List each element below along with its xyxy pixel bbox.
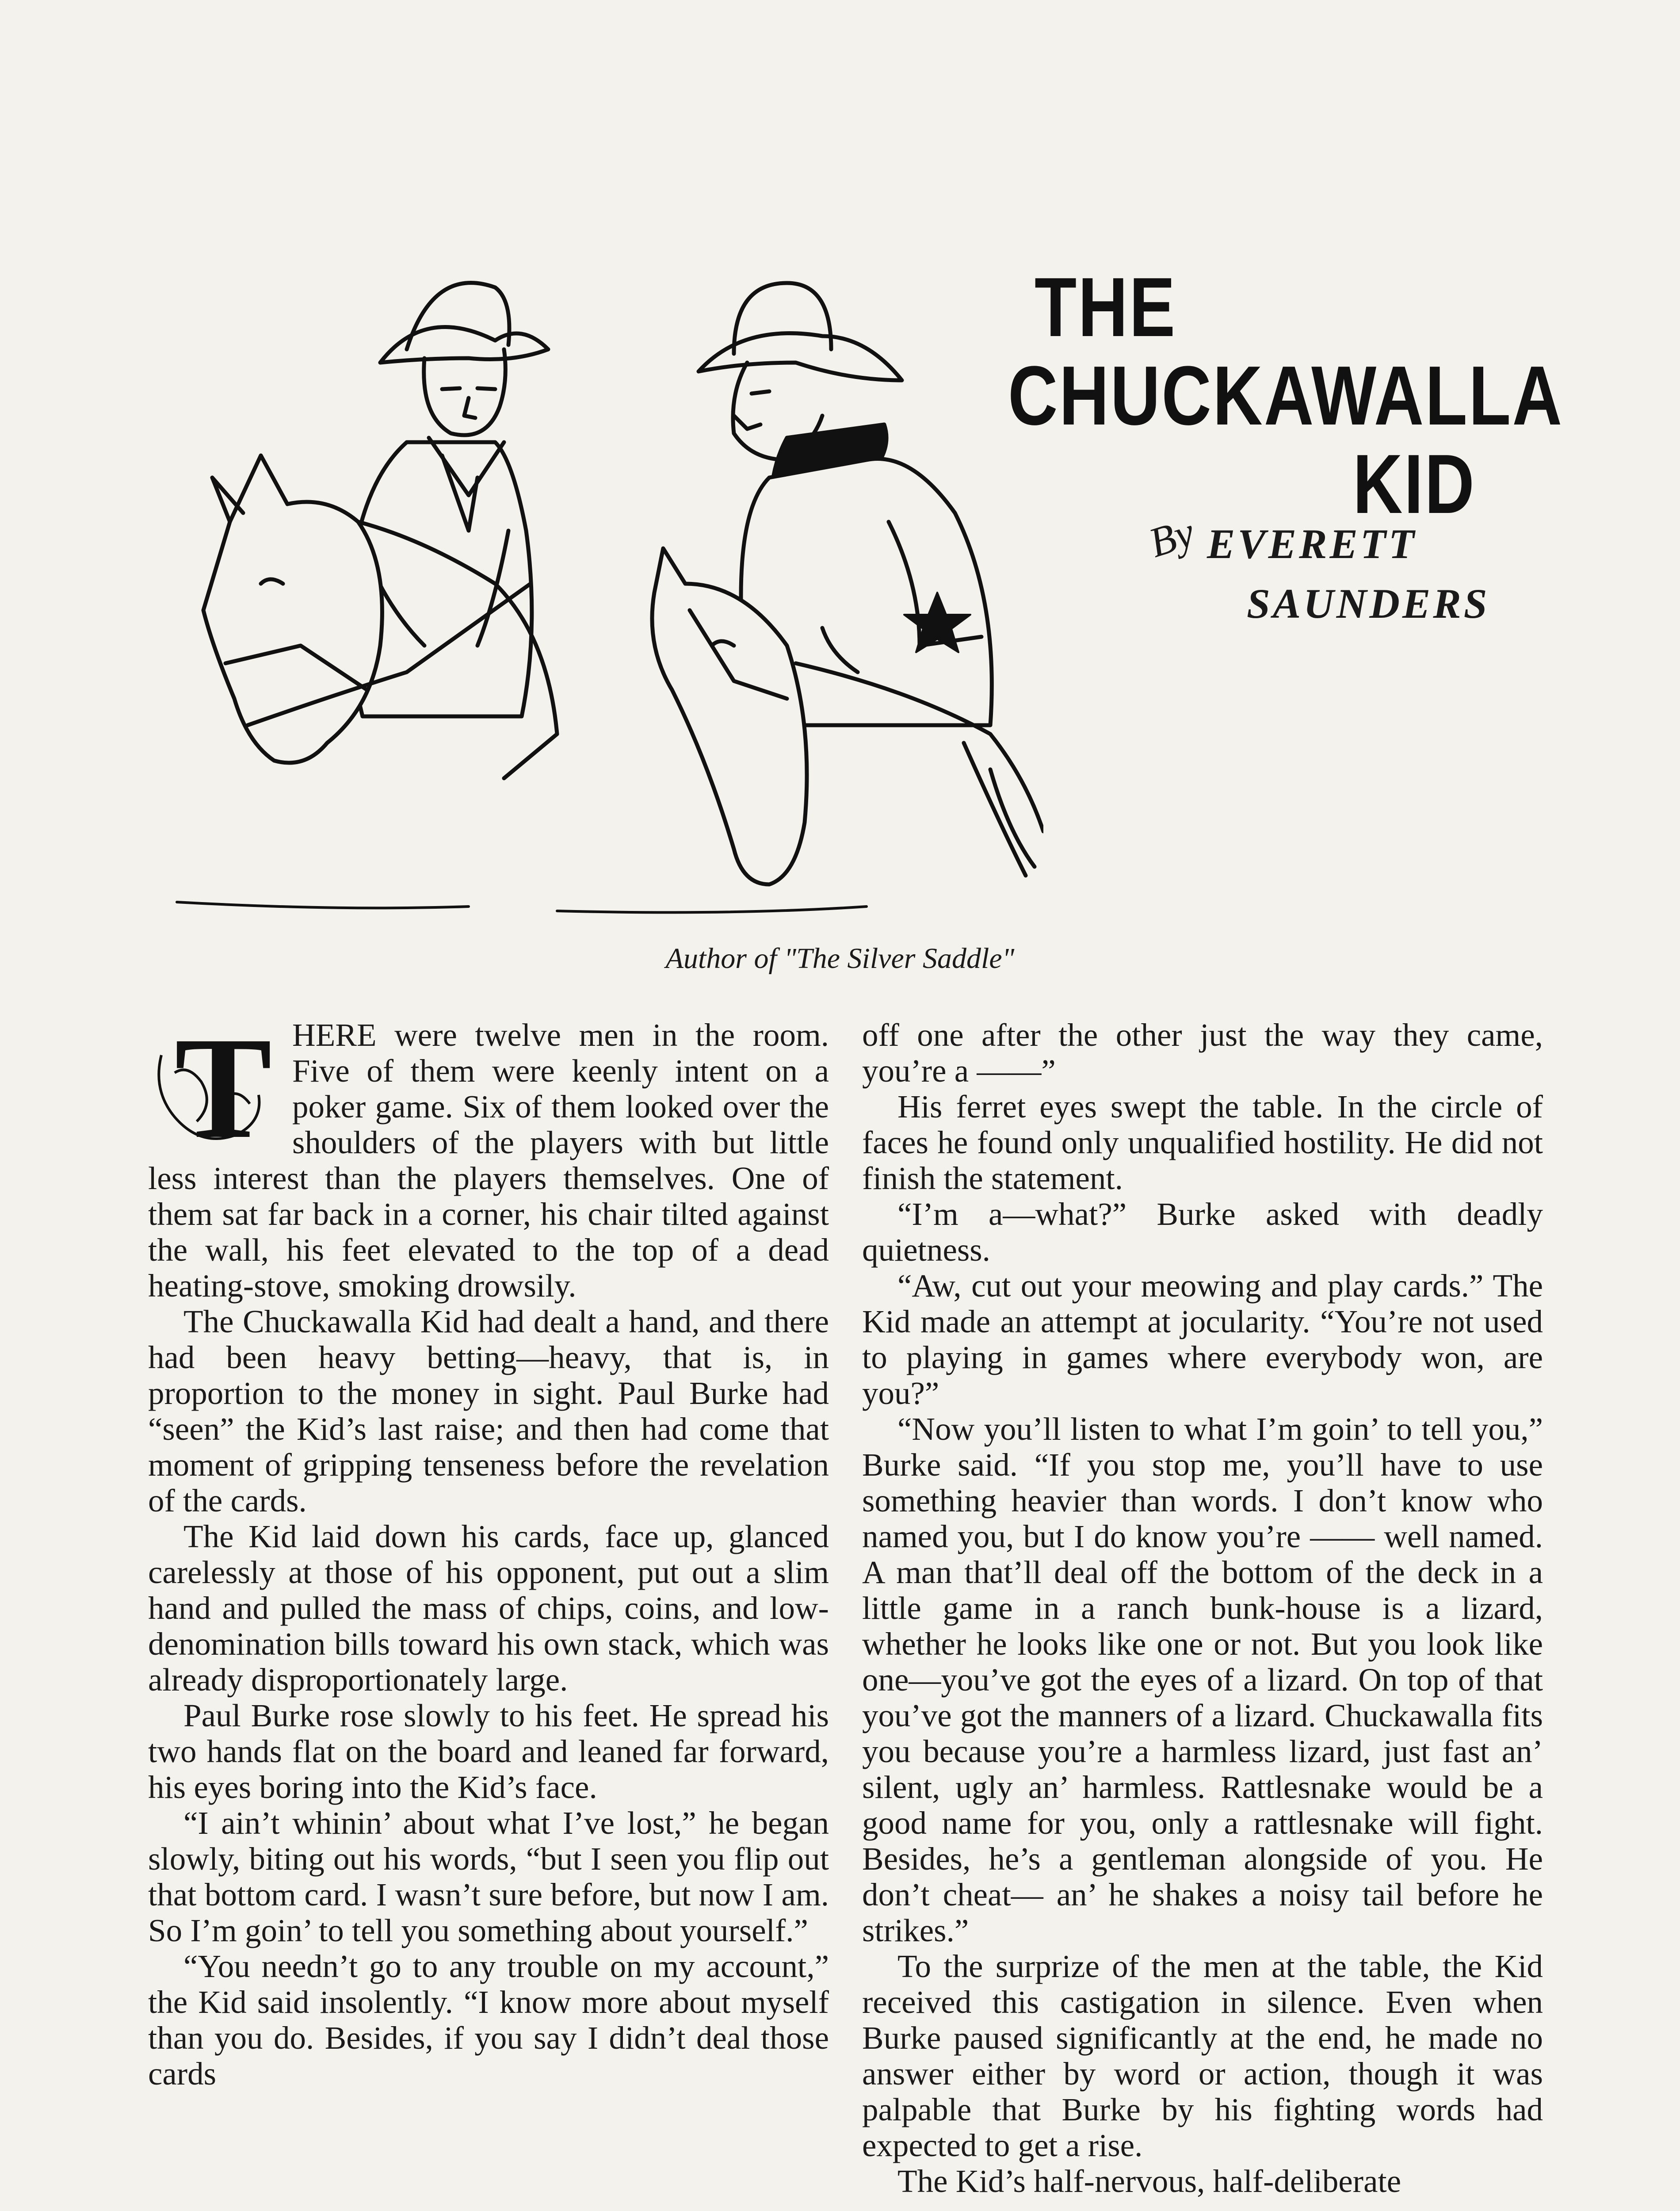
cowboys-on-horseback-illustration bbox=[159, 248, 1043, 929]
paragraph: Paul Burke rose slowly to his feet. He spread his two hands flat on the board and leaned far forward, his eyes boring into the Kid’s face. bbox=[148, 1698, 829, 1805]
paragraph: “You needn’t go to any trouble on my account,” the Kid said insolently. “I know more about myself than you do. Besides, if you say I didn’t deal those cards bbox=[148, 1948, 829, 2092]
paragraph: HERE were twelve men in the room. Five of them were keenly intent on a poker game. Six of them looked over the shoulders of the players with but little less interest than the players themselves. One of them sat far back in a corner, his chair tilted against the wall, his feet elevated to the top of a dead heating-stove, smoking drowsily. bbox=[148, 1017, 829, 1304]
author-last-name: SAUNDERS bbox=[1247, 580, 1490, 627]
right-column bbox=[862, 1017, 1543, 2199]
paragraph: The Kid laid down his cards, face up, glanced carelessly at those of his opponent, put out a slim hand and pulled the mass of chips, coins, and low-denomination bills toward his own stack, which was already disproportionately large. bbox=[148, 1519, 829, 1698]
paragraph: To the surprize of the men at the table, the Kid received this castigation in silence. Even when Burke paused significantly at the end, he made no answer either by word or action, though it was palpable that Burke by his fighting words had expected to get a rise. bbox=[862, 1948, 1543, 2163]
left-column bbox=[148, 1007, 829, 2092]
paragraph: “I’m a—what?” Burke asked with deadly quietness. bbox=[862, 1196, 1543, 1268]
author-first-name: EVERETT bbox=[1207, 520, 1417, 567]
drop-cap bbox=[148, 1007, 281, 1169]
author-caption: Author of "The Silver Saddle" bbox=[665, 942, 1015, 975]
paragraph: “Now you’ll listen to what I’m goin’ to tell you,” Burke said. “If you stop me, you’ll have to use something heavier than words. I don’t know who named you, but I do know you’re —— well named. A man that’ll deal off the bottom of the deck in a little game in a ranch bunk-house is a lizard, whether he looks like one or not. But you look like one—you’ve got the eyes of a lizard. On top of that you’ve got the manners of a lizard. Chuckawalla fits you because you’re a harmless lizard, just fast an’ silent, ugly an’ harmless. Rattlesnake would be a good name for you, only a rattlesnake will fight. Besides, he’s a gentleman alongside of you. He don’t cheat— an’ he shakes a noisy tail before he strikes.” bbox=[862, 1411, 1543, 1948]
drop-cap-letter: T bbox=[175, 1007, 272, 1169]
title-line-1: THE bbox=[1035, 260, 1177, 354]
paragraph: off one after the other just the way they came, you’re a ——” bbox=[862, 1017, 1543, 1089]
title-line-3: KID bbox=[1353, 437, 1476, 531]
title-line-2: CHUCKAWALLA bbox=[1008, 349, 1564, 443]
byline-by: By bbox=[1143, 508, 1200, 566]
paragraph: The Chuckawalla Kid had dealt a hand, and there had been heavy betting—heavy, that is, in proportion to the money in sight. Paul Burke had “seen” the Kid’s last raise; and then had come that moment of gripping tenseness before the revelation of the cards. bbox=[148, 1304, 829, 1519]
paragraph: His ferret eyes swept the table. In the circle of faces he found only unqualified hostility. He did not finish the statement. bbox=[862, 1089, 1543, 1196]
paragraph: “Aw, cut out your meowing and play cards.” The Kid made an attempt at jocularity. “You’re not used to playing in games where everybody won, are you?” bbox=[862, 1268, 1543, 1411]
paragraph: The Kid’s half-nervous, half-deliberate bbox=[897, 2163, 1401, 2199]
paragraph: “I ain’t whinin’ about what I’ve lost,” he began slowly, biting out his words, “but I seen you flip out that bottom card. I wasn’t sure before, but now I am. So I’m goin’ to tell you something about yourself.” bbox=[148, 1805, 829, 1948]
